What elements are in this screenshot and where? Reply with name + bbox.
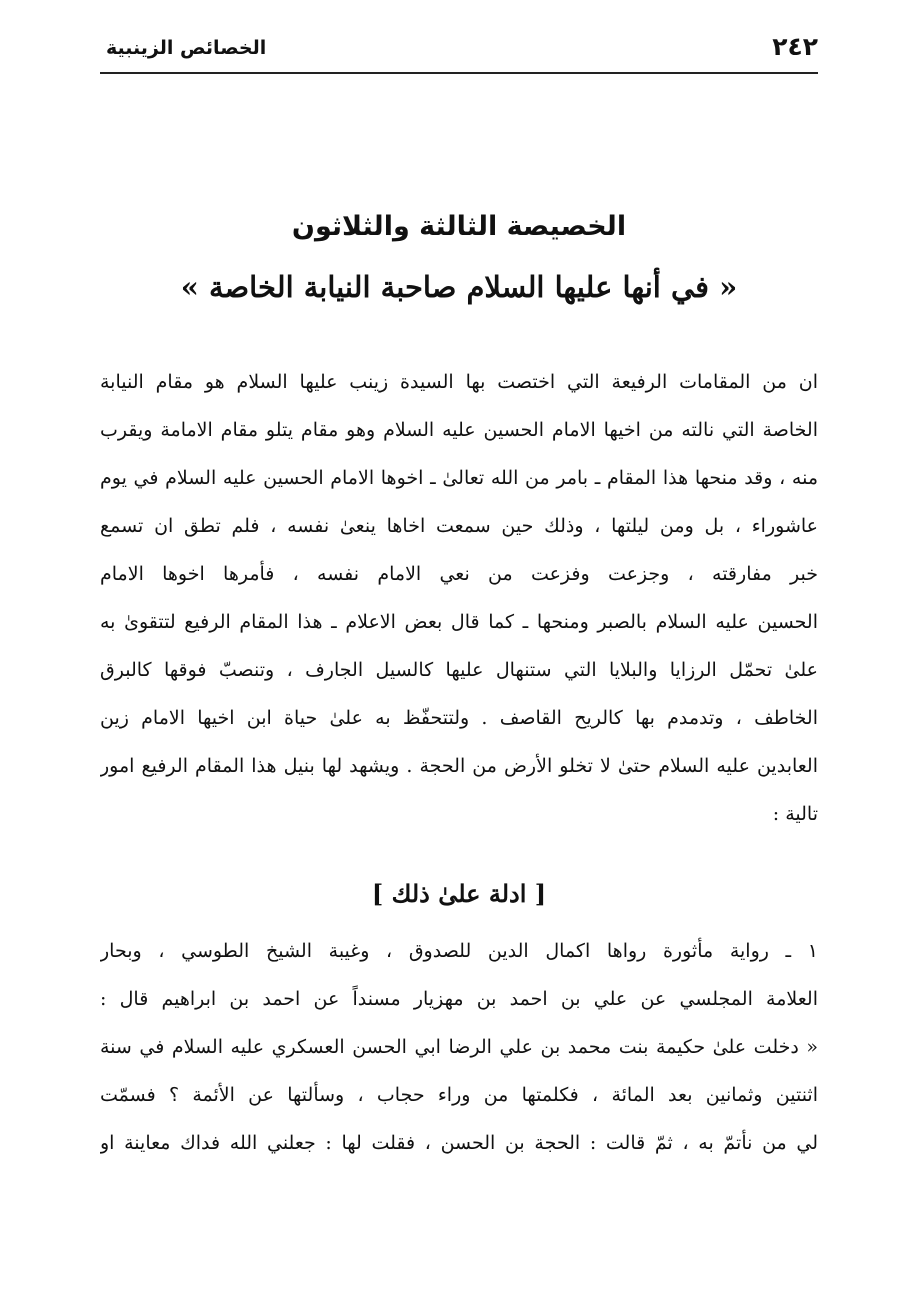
running-book-title: الخصائص الزينبية xyxy=(106,37,267,59)
page-header xyxy=(100,30,818,70)
text-line: لي من نأتمّ به ، ثمّ قالت : الحجة بن الحسن ، فقلت لها : جعلني الله فداك معاينة او xyxy=(100,1132,818,1154)
text-line: ان من المقامات الرفيعة التي اختصت بها السيدة زينب عليها السلام هو مقام النيابة xyxy=(100,371,818,393)
header-divider xyxy=(100,72,818,74)
text-line: العلامة المجلسي عن علي بن احمد بن مهزيار مسنداً عن احمد بن ابراهيم قال : xyxy=(100,988,818,1010)
chapter-subtitle: « في أنها عليها السلام صاحبة النيابة الخاصة » xyxy=(180,270,738,304)
text-line: عاشوراء ، بل ومن ليلتها ، وذلك حين سمعت اخاها ينعىٰ نفسه ، فلم تطق ان تسمع xyxy=(100,515,818,537)
text-line: العابدين عليه السلام حتىٰ لا تخلو الأرض من الحجة . ويشهد لها بنيل هذا المقام الرفيع امور xyxy=(100,755,818,777)
text-line: « دخلت علىٰ حكيمة بنت محمد بن علي الرضا ابي الحسن العسكري عليه السلام في سنة xyxy=(100,1036,818,1058)
text-line: ١ ـ رواية مأثورة رواها اكمال الدين للصدوق ، وغيبة الشيخ الطوسي ، وبحار xyxy=(100,940,818,962)
text-line: اثنتين وثمانين بعد المائة ، فكلمتها من وراء حجاب ، وسألتها عن الأئمة ؟ فسمّت xyxy=(100,1084,818,1106)
text-line: خبر مفارقته ، وجزعت وفزعت من نعي الامام نفسه ، فأمرها اخوها الامام xyxy=(100,563,818,585)
body-paragraph-intro xyxy=(100,358,818,838)
text-line: تالية : xyxy=(772,803,818,825)
text-line: الخاطف ، وتدمدم بها كالريح القاصف . ولتتحفّظ به علىٰ حياة ابن اخيها الامام زين xyxy=(100,707,818,729)
text-line: علىٰ تحمّل الرزايا والبلايا التي ستنهال عليها كالسيل الجارف ، وتنصبّ فوقها كالبرق xyxy=(100,659,818,681)
text-line: الحسين عليه السلام بالصبر ومنحها ـ كما قال بعض الاعلام ـ هذا المقام الرفيع لتتقوىٰ به xyxy=(100,611,818,633)
section-heading: [ ادلة علىٰ ذلك ] xyxy=(371,879,547,908)
page-number: ٢٤٢ xyxy=(772,32,818,61)
text-line: منه ، وقد منحها هذا المقام ـ بامر من الله تعالىٰ ـ اخوها الامام الحسين عليه السلام في يوم xyxy=(100,467,818,489)
body-paragraph-evidence xyxy=(100,927,818,1167)
text-line: الخاصة التي نالته من اخيها الامام الحسين عليه السلام وهو مقام يتلو مقام الامامة ويقرب xyxy=(100,419,818,441)
chapter-title: الخصيصة الثالثة والثلاثون xyxy=(291,211,627,242)
